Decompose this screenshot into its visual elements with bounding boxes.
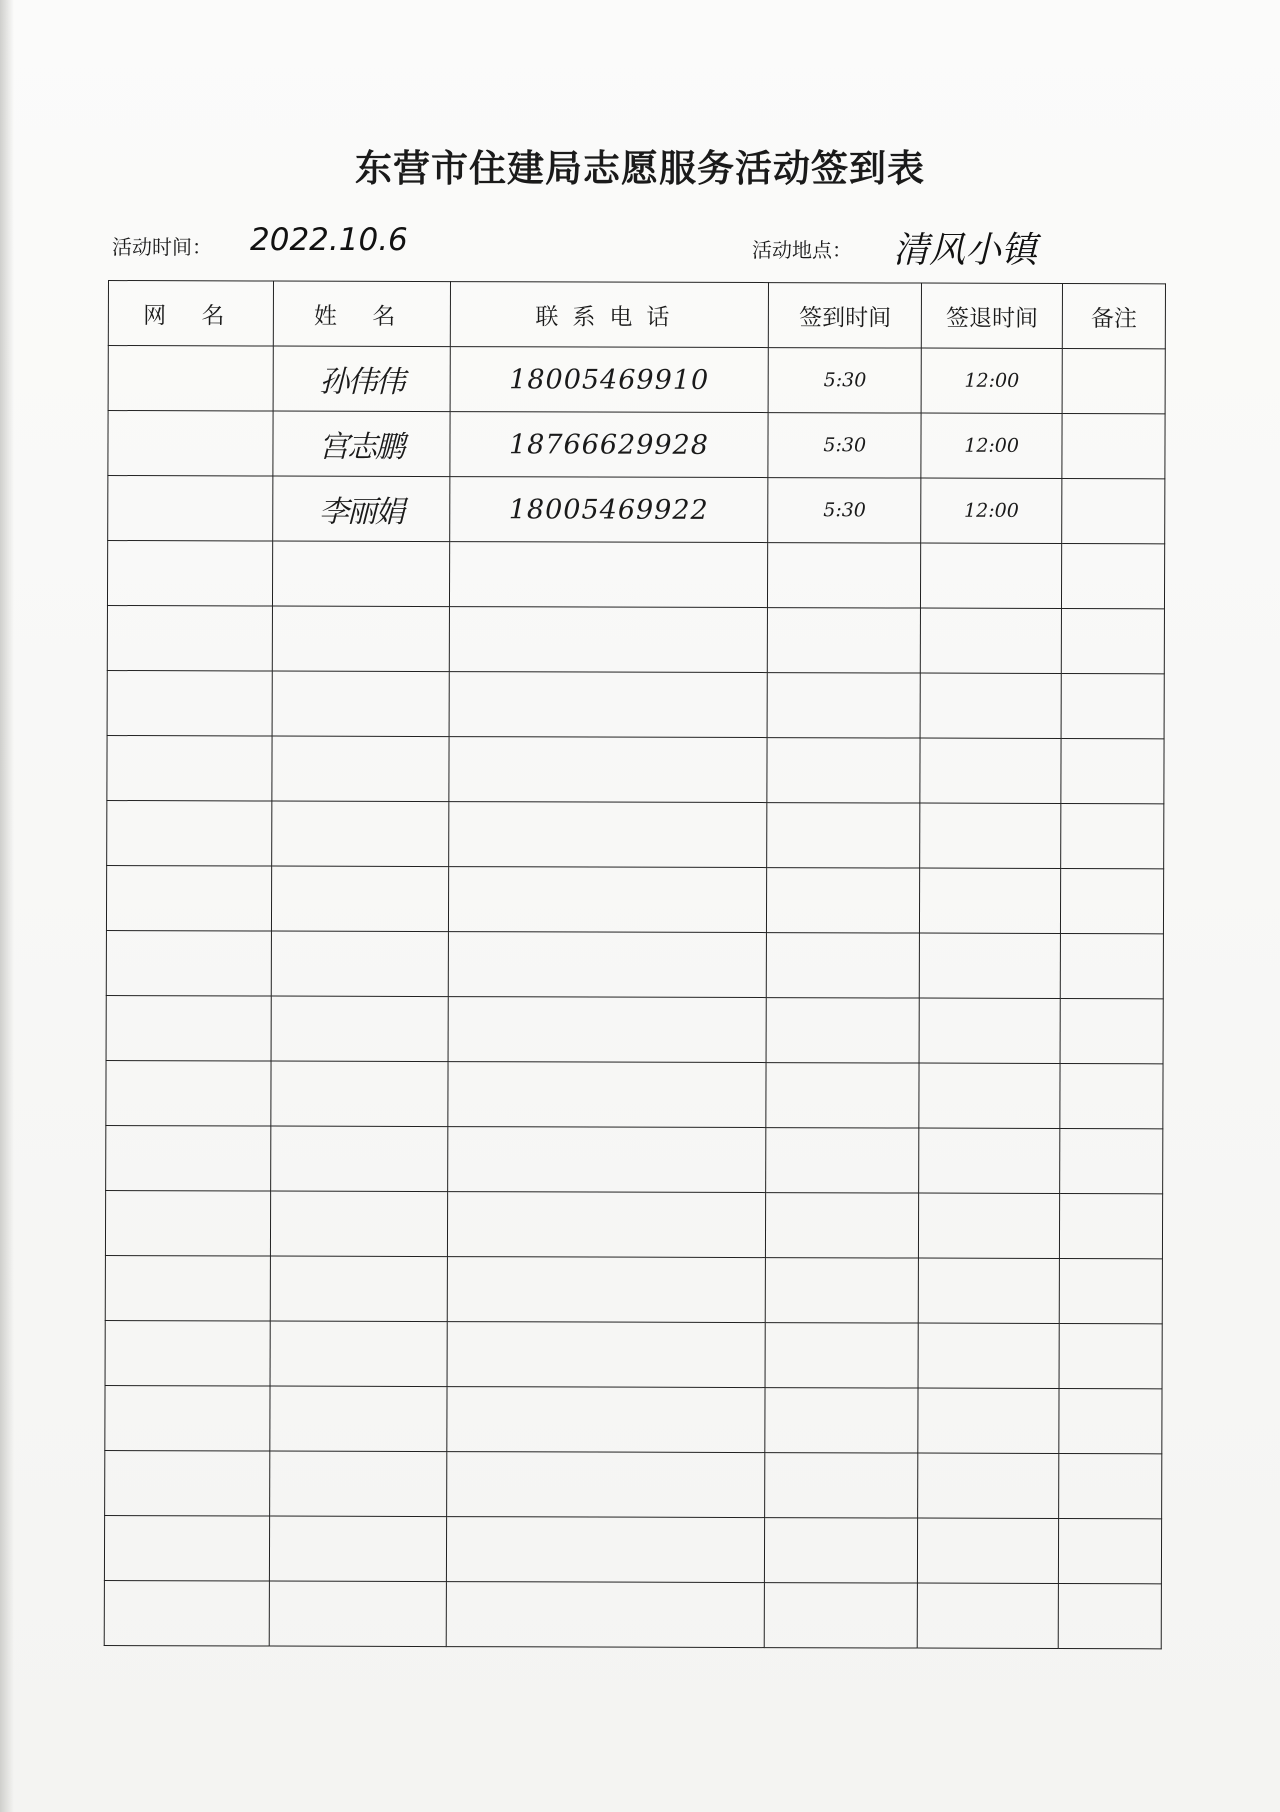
cell-checkout: [918, 1453, 1059, 1518]
cell-checkout: [918, 1388, 1059, 1453]
cell-netname: [107, 605, 272, 671]
header-netname: 网 名: [108, 281, 273, 347]
cell-checkin: [766, 1063, 919, 1128]
cell-remark: [1060, 1063, 1163, 1128]
cell-checkout: [919, 1193, 1060, 1258]
signin-table: [104, 280, 1166, 1649]
cell-name: [272, 736, 449, 802]
cell-checkin: [765, 1583, 918, 1648]
cell-checkout: [919, 933, 1060, 998]
page-title: 东营市住建局志愿服务活动签到表: [355, 147, 925, 190]
table-row-empty: [105, 1190, 1162, 1258]
cell-remark: [1060, 1193, 1163, 1258]
cell-netname: [108, 411, 273, 477]
cell-checkout: [917, 1583, 1058, 1648]
table-row-empty: [107, 605, 1164, 673]
table-row: [108, 346, 1165, 414]
cell-netname: [106, 865, 271, 931]
cell-phone: [446, 1387, 765, 1453]
cell-phone: [449, 607, 768, 673]
cell-checkin: [767, 868, 920, 933]
cell-remark: [1060, 998, 1163, 1063]
cell-checkout: [918, 1323, 1059, 1388]
cell-remark: [1060, 1128, 1163, 1193]
header-phone: 联系电话: [450, 282, 769, 348]
cell-checkin: [765, 1388, 918, 1453]
cell-checkin: [766, 1258, 919, 1323]
cell-phone: [448, 802, 767, 868]
cell-phone: 18005469910: [450, 347, 769, 413]
page-edge-shadow: [0, 0, 14, 1812]
table-row-empty: [104, 1515, 1161, 1583]
cell-remark: [1059, 1388, 1162, 1453]
cell-remark: [1061, 673, 1164, 738]
cell-checkin: [765, 1518, 918, 1583]
cell-checkin: [767, 738, 920, 803]
cell-checkout: [918, 1258, 1059, 1323]
cell-phone: [447, 1322, 766, 1388]
cell-remark: [1060, 933, 1163, 998]
table-row-empty: [106, 930, 1163, 998]
cell-netname: [107, 541, 272, 607]
header-remark: 备注: [1062, 283, 1165, 348]
cell-phone: [448, 867, 767, 933]
activity-place-value: 清风小镇: [893, 230, 1038, 271]
cell-checkin: [767, 933, 920, 998]
cell-phone: [446, 1517, 765, 1583]
table-row-empty: [106, 1125, 1163, 1193]
cell-name: [272, 671, 449, 737]
cell-netname: [106, 1060, 271, 1126]
cell-checkout: [920, 608, 1061, 673]
cell-checkin: [765, 1453, 918, 1518]
cell-netname: [105, 1190, 270, 1256]
activity-place-label: 活动地点：: [752, 238, 852, 262]
cell-netname: [105, 1320, 270, 1386]
table-row: [108, 476, 1165, 544]
cell-netname: [105, 1450, 270, 1516]
cell-checkout: 12:00: [921, 478, 1062, 543]
header-checkout: 签退时间: [922, 283, 1063, 348]
cell-phone: [449, 542, 768, 608]
cell-phone: 18766629928: [449, 412, 768, 478]
cell-checkout: [918, 1518, 1059, 1583]
cell-remark: [1061, 803, 1164, 868]
cell-remark: [1062, 348, 1165, 413]
table-body: [104, 346, 1165, 1649]
cell-phone: [447, 1257, 766, 1323]
cell-netname: [108, 346, 273, 412]
cell-name: [271, 866, 448, 932]
header-name: 姓 名: [273, 281, 450, 347]
cell-remark: [1062, 543, 1165, 608]
cell-name: [269, 1581, 446, 1647]
table-row-empty: [105, 1320, 1162, 1388]
cell-checkout: [920, 868, 1061, 933]
cell-netname: [106, 930, 271, 996]
cell-name: [270, 1386, 447, 1452]
activity-time-label: 活动时间：: [112, 235, 212, 259]
cell-netname: [105, 1255, 270, 1321]
cell-checkin: 5:30: [768, 348, 921, 413]
cell-netname: [107, 800, 272, 866]
cell-name: 李丽娟: [272, 476, 449, 542]
cell-checkout: [919, 1128, 1060, 1193]
cell-remark: [1061, 738, 1164, 803]
cell-phone: [447, 1062, 766, 1128]
cell-checkout: [919, 998, 1060, 1063]
cell-name: [270, 1256, 447, 1322]
cell-checkin: [766, 1193, 919, 1258]
header-checkin: 签到时间: [769, 283, 922, 348]
table-row: [108, 411, 1165, 479]
cell-name: [272, 541, 449, 607]
cell-phone: [447, 1127, 766, 1193]
cell-checkout: 12:00: [921, 413, 1062, 478]
cell-checkout: [919, 1063, 1060, 1128]
table-row-empty: [105, 1385, 1162, 1453]
cell-checkin: [766, 1128, 919, 1193]
cell-remark: [1059, 1258, 1162, 1323]
cell-netname: [107, 670, 272, 736]
table-row-empty: [107, 735, 1164, 803]
cell-checkout: [920, 803, 1061, 868]
cell-phone: [446, 1452, 765, 1518]
table-row-empty: [105, 1255, 1162, 1323]
cell-remark: [1062, 478, 1165, 543]
cell-phone: [448, 737, 767, 803]
table-row-empty: [107, 670, 1164, 738]
cell-name: 宫志鹏: [273, 411, 450, 477]
cell-netname: [104, 1580, 269, 1646]
table-row-empty: [106, 1060, 1163, 1128]
table-row-empty: [107, 800, 1164, 868]
cell-checkin: 5:30: [768, 413, 921, 478]
cell-phone: [449, 672, 768, 738]
cell-phone: [446, 1582, 765, 1648]
table-row-empty: [104, 1580, 1161, 1648]
cell-phone: [447, 1192, 766, 1258]
cell-netname: [105, 1385, 270, 1451]
cell-checkout: 12:00: [921, 348, 1062, 413]
cell-name: [269, 1516, 446, 1582]
cell-name: [269, 1451, 446, 1517]
cell-name: [270, 1191, 447, 1257]
cell-name: [270, 1321, 447, 1387]
cell-checkout: [920, 673, 1061, 738]
cell-remark: [1062, 413, 1165, 478]
table-row-empty: [107, 541, 1164, 609]
cell-checkin: [768, 608, 921, 673]
cell-name: [271, 996, 448, 1062]
cell-name: [271, 931, 448, 997]
table-header-row: [108, 281, 1165, 349]
cell-checkout: [921, 543, 1062, 608]
cell-netname: [106, 995, 271, 1061]
cell-checkin: [768, 543, 921, 608]
cell-name: [271, 801, 448, 867]
cell-remark: [1058, 1518, 1161, 1583]
table-row-empty: [106, 865, 1163, 933]
table-row-empty: [106, 995, 1163, 1063]
cell-name: [272, 606, 449, 672]
cell-remark: [1059, 1323, 1162, 1388]
cell-checkout: [920, 738, 1061, 803]
cell-netname: [106, 1125, 271, 1191]
cell-remark: [1059, 1453, 1162, 1518]
cell-phone: [448, 997, 767, 1063]
cell-phone: 18005469922: [449, 477, 768, 543]
cell-netname: [107, 735, 272, 801]
cell-remark: [1061, 868, 1164, 933]
cell-netname: [108, 476, 273, 542]
cell-checkin: [765, 1323, 918, 1388]
cell-remark: [1058, 1583, 1161, 1648]
cell-remark: [1061, 608, 1164, 673]
cell-name: 孙伟伟: [273, 346, 450, 412]
cell-checkin: 5:30: [768, 478, 921, 543]
cell-checkin: [767, 673, 920, 738]
cell-name: [271, 1061, 448, 1127]
cell-phone: [448, 932, 767, 998]
cell-name: [270, 1126, 447, 1192]
cell-checkin: [766, 998, 919, 1063]
cell-netname: [104, 1515, 269, 1581]
table-row-empty: [105, 1450, 1162, 1518]
activity-time-value: 2022.10.6: [250, 222, 408, 258]
cell-checkin: [767, 803, 920, 868]
